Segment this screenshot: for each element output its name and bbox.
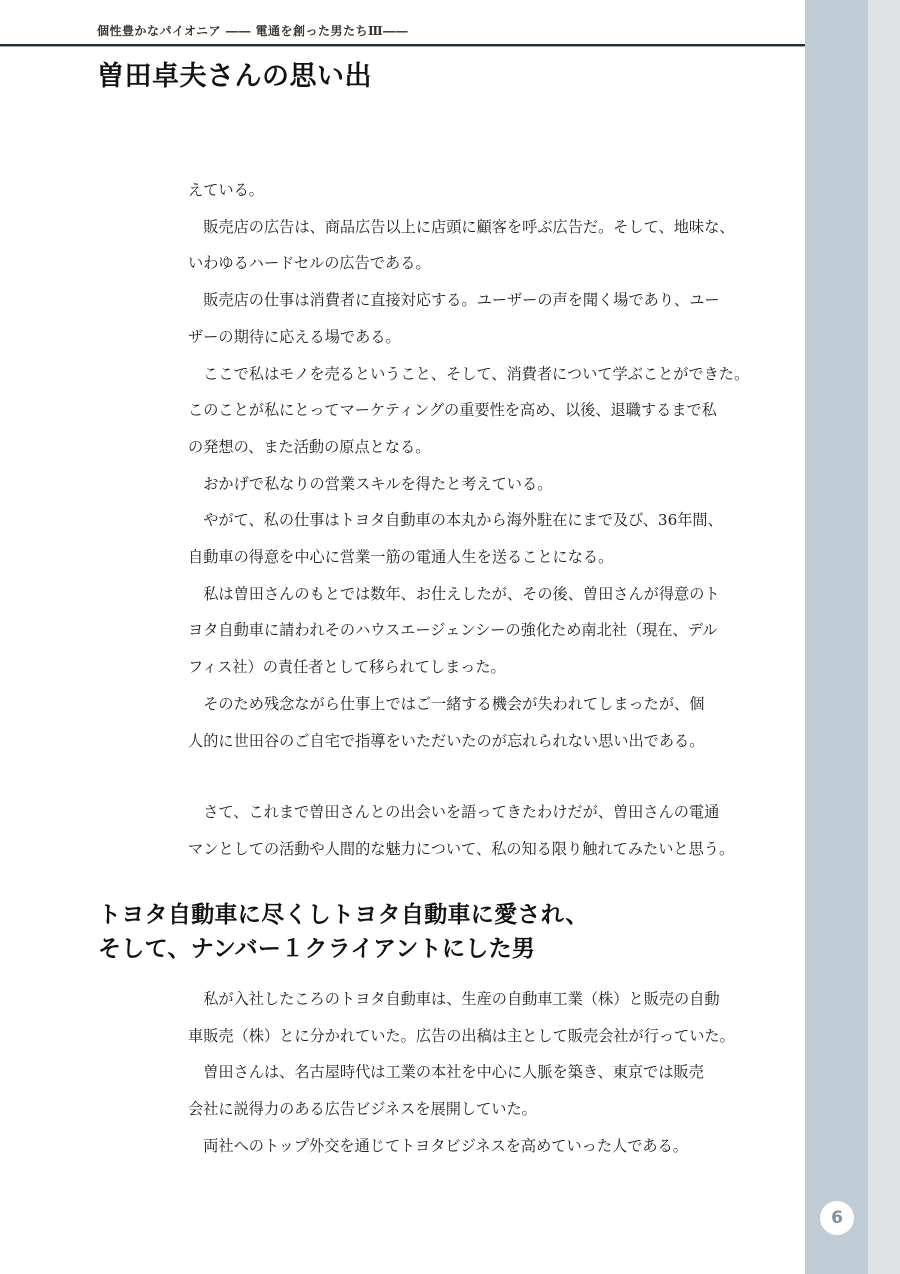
section-heading-line1: トヨタ自動車に尽くしトヨタ自動車に愛され、 (98, 901, 589, 928)
paragraph-line: 販売店の広告は、商品広告以上に店頭に顧客を呼ぶ広告だ。そして、地味な、 (188, 217, 735, 236)
paragraph-line: の発想の、また活動の原点となる。 (188, 437, 431, 456)
paragraph-line: やがて、私の仕事はトヨタ自動車の本丸から海外駐在にまで及び、36年間、 (188, 511, 723, 530)
paragraph-line: ヨタ自動車に請われそのハウスエージェンシーの強化ため南北社（現在、デル (188, 621, 718, 640)
paragraph-line: ザーの期待に応える場である。 (188, 327, 401, 346)
paragraph-line: 両社へのトップ外交を通じてトヨタビジネスを高めていった人である。 (188, 1136, 688, 1155)
paragraph-line: 私は曽田さんのもとでは数年、お仕えしたが、その後、曽田さんが得意のト (188, 584, 720, 603)
paragraph-line: 人的に世田谷のご自宅で指導をいただいたのが忘れられない思い出である。 (188, 731, 705, 750)
paragraph-line: このことが私にとってマーケティングの重要性を高め、以後、退職するまで私 (188, 401, 717, 420)
paragraph-line: フィス社）の責任者として移られてしまった。 (188, 658, 506, 677)
side-band-inner (868, 0, 900, 1274)
paragraph-line: おかげで私なりの営業スキルを得たと考えている。 (188, 474, 553, 493)
body-text-part1 (188, 172, 750, 759)
paragraph-line: マンとしての活動や人間的な魅力について、私の知る限り触れてみたいと思う。 (188, 839, 735, 858)
body-text-part3 (188, 981, 743, 1165)
paragraph-line: ここで私はモノを売るということ、そして、消費者について学ぶことができた。 (188, 364, 750, 383)
running-head: 個性豊かなパイオニア ―― 電通を創った男たちⅢ―― (97, 24, 409, 38)
section-heading (98, 898, 589, 966)
section-heading-line2: そして、ナンバー１クライアントにした男 (98, 935, 536, 962)
header-rule-light (0, 46, 805, 47)
side-band-outer (805, 0, 868, 1274)
page-title: 曽田卓夫さんの思い出 (97, 61, 372, 92)
paragraph-line: 販売店の仕事は消費者に直接対応する。ユーザーの声を聞く場であり、ユー (188, 291, 720, 310)
paragraph-line: そのため残念ながら仕事上ではご一緒する機会が失われてしまったが、個 (188, 694, 705, 713)
paragraph-line: いわゆるハードセルの広告である。 (188, 254, 431, 273)
paragraph-line: さて、これまで曽田さんとの出会いを語ってきたわけだが、曽田さんの電通 (188, 803, 720, 821)
paragraph-line: 曽田さんは、名古屋時代は工業の本社を中心に人脈を築き、東京では販売 (188, 1063, 704, 1082)
paragraph-line: 私が入社したころのトヨタ自動車は、生産の自動車工業（株）と販売の自動 (188, 990, 720, 1008)
paragraph-line: 会社に説得力のある広告ビジネスを展開していた。 (188, 1100, 537, 1119)
body-text-part2 (188, 794, 743, 867)
paragraph-line: 自動車の得意を中心に営業一筋の電通人生を送ることになる。 (188, 548, 614, 567)
page-number: 6 (820, 1201, 854, 1235)
paragraph-line: えている。 (188, 181, 264, 199)
paragraph-line: 車販売（株）とに分かれていた。広告の出稿は主として販売会社が行っていた。 (188, 1026, 735, 1045)
